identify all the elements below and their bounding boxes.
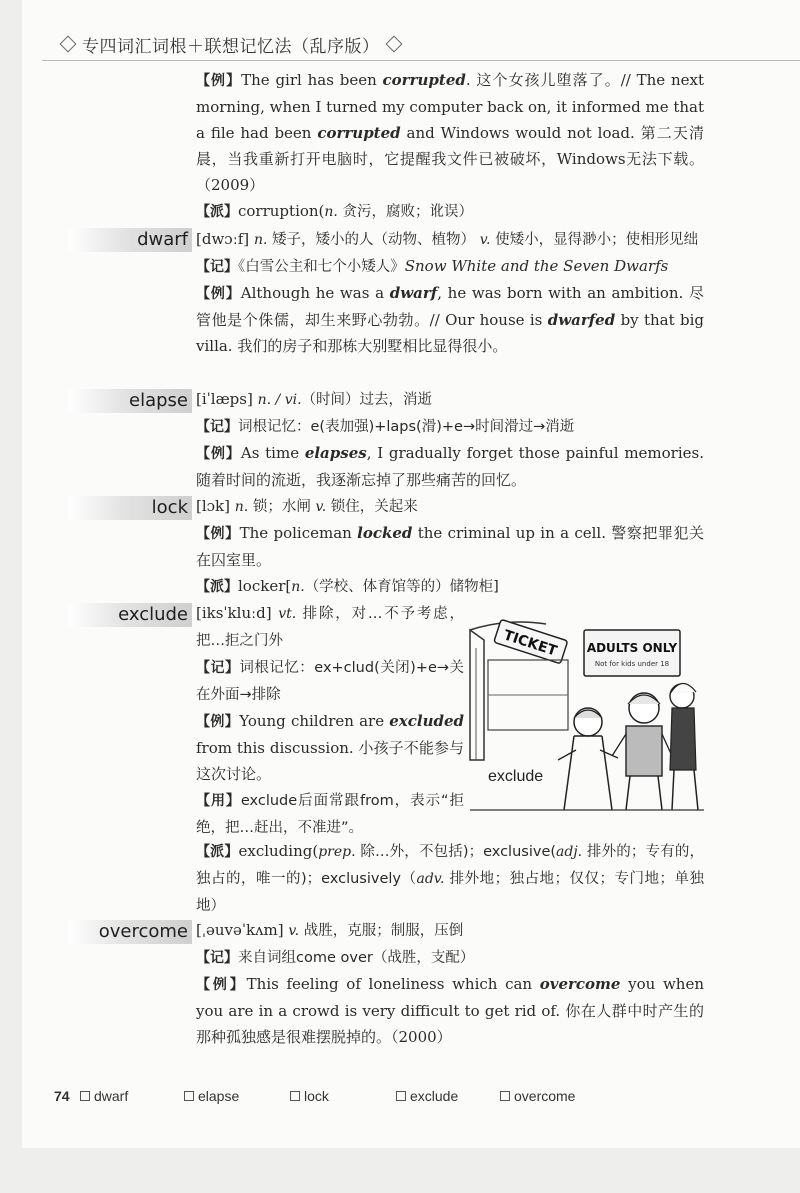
diamond-icon xyxy=(385,36,402,53)
adults-only-text: ADULTS ONLY xyxy=(586,641,678,655)
footer-checkbox-item[interactable]: exclude xyxy=(396,1088,458,1104)
headword-overcome: overcome xyxy=(68,920,192,944)
footer-checkbox-item[interactable]: elapse xyxy=(184,1088,239,1104)
definition: [dwɔːf] n. 矮子，矮小的人（动物、植物） v. 使矮小，显得渺小；使相形见绌 xyxy=(196,230,699,248)
memory-tip: 【记】《白雪公主和七个小矮人》Snow White and the Seven Dwarfs xyxy=(196,257,669,275)
checkbox-icon xyxy=(80,1091,90,1101)
sign-small-text: Not for kids under 18 xyxy=(594,660,670,668)
derivative-paragraph: 【派】locker[n.（学校、体育馆等的）储物柜] xyxy=(196,577,499,595)
example-paragraph: 【例】As time elapses, I gradually forget those painful memories. 随着时间的流逝，我逐渐忘掉了那些痛苦的回忆。 xyxy=(196,444,704,489)
footer-checkbox-item[interactable]: lock xyxy=(290,1088,329,1104)
running-header xyxy=(62,30,400,58)
checkbox-icon xyxy=(396,1091,406,1101)
header-title: 专四词汇词根＋联想记忆法（乱序版） xyxy=(82,36,380,57)
definition: [lɔk] n. 锁；水闸 v. 锁住，关起来 xyxy=(196,497,418,515)
diamond-icon xyxy=(60,36,77,53)
example-paragraph: 【例】Although he was a dwarf, he was born with an ambition. 尽管他是个侏儒，却生来野心勃勃。// Our house is dwarfed by that big villa. 我们的房子和那栋大别墅相比显得很小。 xyxy=(196,284,705,355)
entry-exclude-top xyxy=(196,600,464,841)
memory-tip: 【记】词根记忆：e(表加强)+laps(滑)+e→时间滑过→消逝 xyxy=(196,419,575,435)
illustration-caption: exclude xyxy=(488,768,544,785)
definition: [iˈlæps] n. / vi.（时间）过去，消逝 xyxy=(196,390,433,408)
checkbox-icon xyxy=(184,1091,194,1101)
entry-overcome xyxy=(196,917,704,1050)
entry-lock xyxy=(196,493,704,600)
headword-lock: lock xyxy=(68,496,192,520)
derivative-paragraph: 【派】excluding(prep. 除…外，不包括)；exclusive(adj. 排外的；专有的，独占的，唯一的)；exclusively（adv. 排外地；独占地；仅仅；专门地；单独地） xyxy=(196,842,705,914)
memory-tip: 【记】词根记忆：ex+clud(关闭)+e→关在外面→排除 xyxy=(196,660,464,703)
usage-note: 【用】exclude后面常跟from，表示“拒绝，把…赶出，不准进”。 xyxy=(196,793,464,836)
definition: [ˌəuvəˈkʌm] v. 战胜，克服；制服，压倒 xyxy=(196,921,464,939)
entry-dwarf xyxy=(196,226,704,359)
headword-exclude: exclude xyxy=(68,603,192,627)
entry-elapse xyxy=(196,386,704,493)
headword-elapse: elapse xyxy=(68,389,192,413)
checkbox-icon xyxy=(290,1091,300,1101)
headword-dwarf: dwarf xyxy=(68,228,192,252)
checkbox-icon xyxy=(500,1091,510,1101)
footer-checkbox-item[interactable]: overcome xyxy=(500,1088,575,1104)
entry-exclude-bottom xyxy=(196,838,704,919)
example-paragraph: 【例】The policeman locked the criminal up in a cell. 警察把罪犯关在囚室里。 xyxy=(196,524,704,569)
ticket-sign-text: TICKET xyxy=(501,627,559,660)
example-paragraph: 【例】Young children are excluded from this discussion. 小孩子不能参与这次讨论。 xyxy=(196,712,464,783)
example-paragraph: 【例】This feeling of loneliness which can overcome you when you are in a crowd is very difficult to get rid of. 你在人群中时产生的那种孤独感是很难摆脱掉的。（2000） xyxy=(196,975,704,1046)
entry-corrupt-continued xyxy=(196,67,704,225)
example-paragraph: 【例】The girl has been corrupted. 这个女孩儿堕落了。// The next morning, when I turned my computer back on, it informed me that a file had been corrupted and Windows would not load. 第二天清晨，当我重新打开电脑时，它提醒我文件已被破坏，Windows无法下载。（2009） xyxy=(196,71,705,194)
header-rule xyxy=(42,60,800,61)
definition: [iksˈkluːd] vt. 排除，对…不予考虑，把…拒之门外 xyxy=(196,604,464,649)
derivative-paragraph: 【派】corruption(n. 贪污，腐败；讹误） xyxy=(196,202,473,220)
footer-checkbox-item[interactable]: dwarf xyxy=(80,1088,128,1104)
memory-tip: 【记】来自词组come over（战胜，支配） xyxy=(196,950,475,966)
page-number: 74 xyxy=(54,1088,70,1104)
